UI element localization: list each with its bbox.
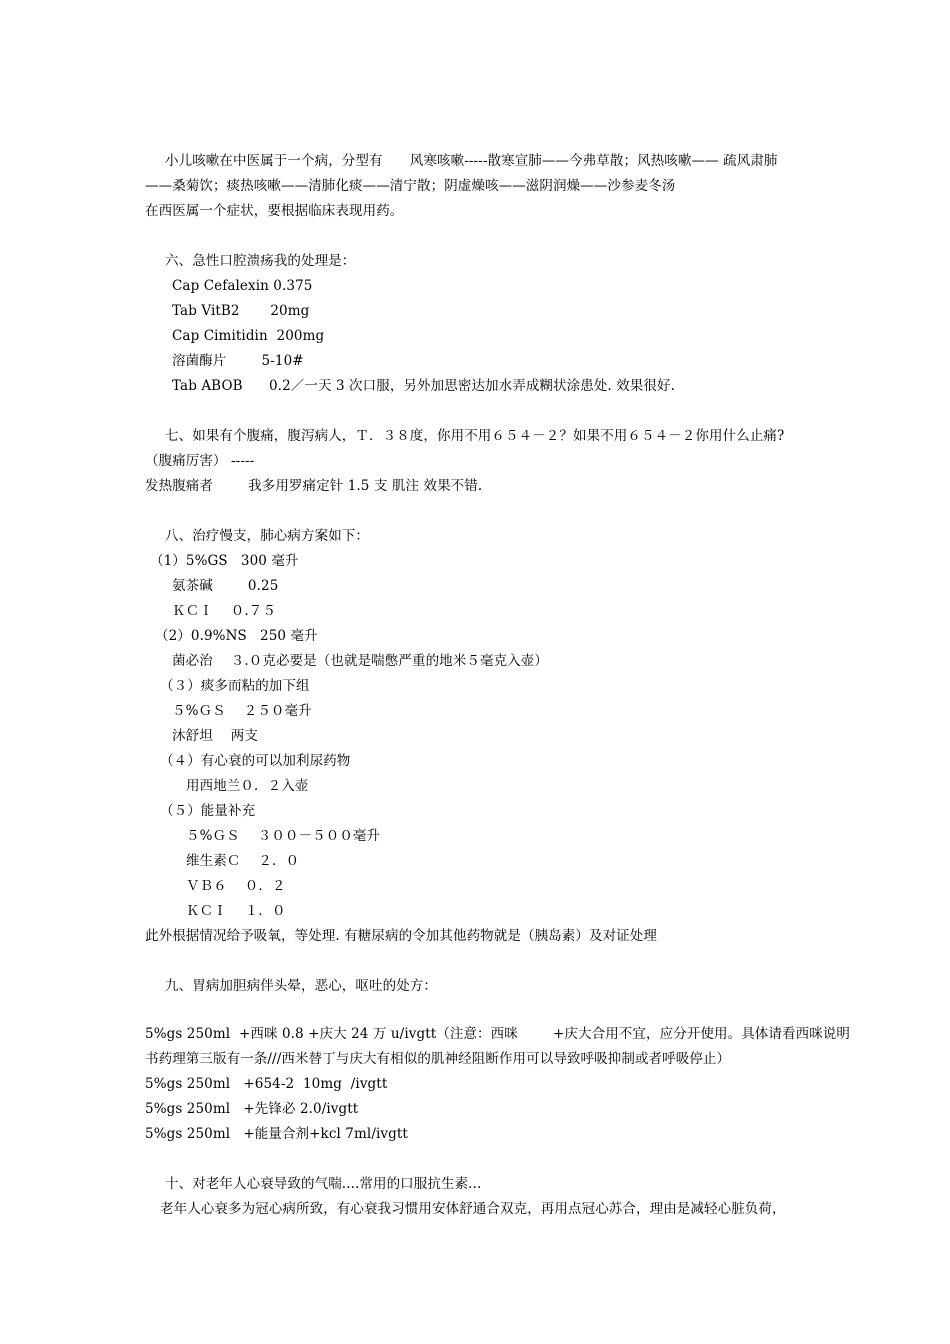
section-heading: 六、急性口腔溃疡我的处理是：	[165, 253, 356, 269]
text-line: 5%gs 250ml +西咪 0.8 +庆大 24 万 u/ivgtt（注意：西咪 +庆大合用不宜，应分开使用。具体请看西咪说明	[145, 1026, 850, 1042]
text-line: 小儿咳嗽在中医属于一个病，分型有 风寒咳嗽-----散寒宣肺——今弗草散；风热咳嗽—— 疏风肃肺	[165, 153, 778, 169]
text-line: 5%gs 250ml +能量合剂+kcl 7ml/ivgtt	[145, 1126, 408, 1142]
text-line: 书药理第三版有一条///西米替丁与庆大有相似的肌神经阻断作用可以导致呼吸抑制或者呼吸停止）	[145, 1051, 731, 1067]
section-heading: 七、如果有个腹痛，腹泻病人，Ｔ．３８度，你用不用６５４－２？如果不用６５４－２你用什么止痛?	[165, 428, 785, 444]
text-line: （2）0.9%NS 250 毫升	[155, 628, 318, 644]
text-line: 此外根据情况给予吸氧，等处理. 有糖尿病的令加其他药物就是（胰岛素）及对证处理	[145, 928, 657, 944]
section-heading: 十、对老年人心衰导致的气喘....常用的口服抗生素...	[165, 1176, 482, 1192]
text-line: ＫＣＩ １．０	[186, 903, 286, 919]
text-line: Tab VitB2 20mg	[172, 303, 310, 319]
text-line: 沐舒坦 两支	[172, 728, 258, 744]
text-line: 5%gs 250ml +先锋必 2.0/ivgtt	[145, 1101, 359, 1117]
text-line: Cap Cefalexin 0.375	[172, 278, 313, 294]
text-line: 5%gs 250ml +654-2 10mg /ivgtt	[145, 1076, 388, 1092]
text-line: ＫＣＩ ０.７５	[172, 603, 276, 619]
section-heading: 八、治疗慢支，肺心病方案如下：	[165, 528, 369, 544]
text-line: ５%ＧＳ ２５０毫升	[172, 703, 312, 719]
text-line: （５）能量补充	[160, 803, 256, 819]
text-line: Cap Cimitidin 200mg	[172, 328, 325, 344]
text-line: 用西地兰０．２入壶	[186, 778, 309, 794]
text-line: 维生素Ｃ ２．０	[186, 853, 300, 869]
section-heading: 九、胃病加胆病伴头晕，恶心，呕吐的处方：	[165, 978, 437, 994]
text-line: （1）5%GS 300 毫升	[150, 553, 299, 569]
text-line: 溶菌酶片 5-10#	[172, 353, 304, 369]
text-line: ——桑菊饮；痰热咳嗽——清肺化痰——清宁散；阴虚燥咳——滋阴润燥——沙参麦冬汤	[145, 178, 676, 194]
text-line: 在西医属一个症状，要根据临床表现用药。	[145, 203, 404, 219]
text-line: ５%ＧＳ ３００－５００毫升	[186, 828, 381, 844]
text-line: （腹痛厉害） -----	[145, 453, 255, 469]
text-line: ＶＢ６ ０．２	[186, 878, 286, 894]
text-line: 氨茶碱 0.25	[172, 578, 279, 594]
text-line: （４）有心衰的可以加利尿药物	[160, 753, 351, 769]
text-line: 发热腹痛者 我多用罗痛定针 1.5 支 肌注 效果不错.	[145, 478, 483, 494]
text-line: Tab ABOB 0.2／一天 3 次口服，另外加思密达加水弄成糊状涂患处. 效果很好.	[172, 378, 676, 394]
text-line: 老年人心衰多为冠心病所致，有心衰我习惯用安体舒通合双克，再用点冠心苏合，理由是减轻心脏负荷，	[160, 1201, 786, 1217]
text-line: （３）痰多而粘的加下组	[160, 678, 310, 694]
text-line: 菌必治 ３.０克必要是（也就是喘憋严重的地米５毫克入壶）	[172, 653, 548, 669]
